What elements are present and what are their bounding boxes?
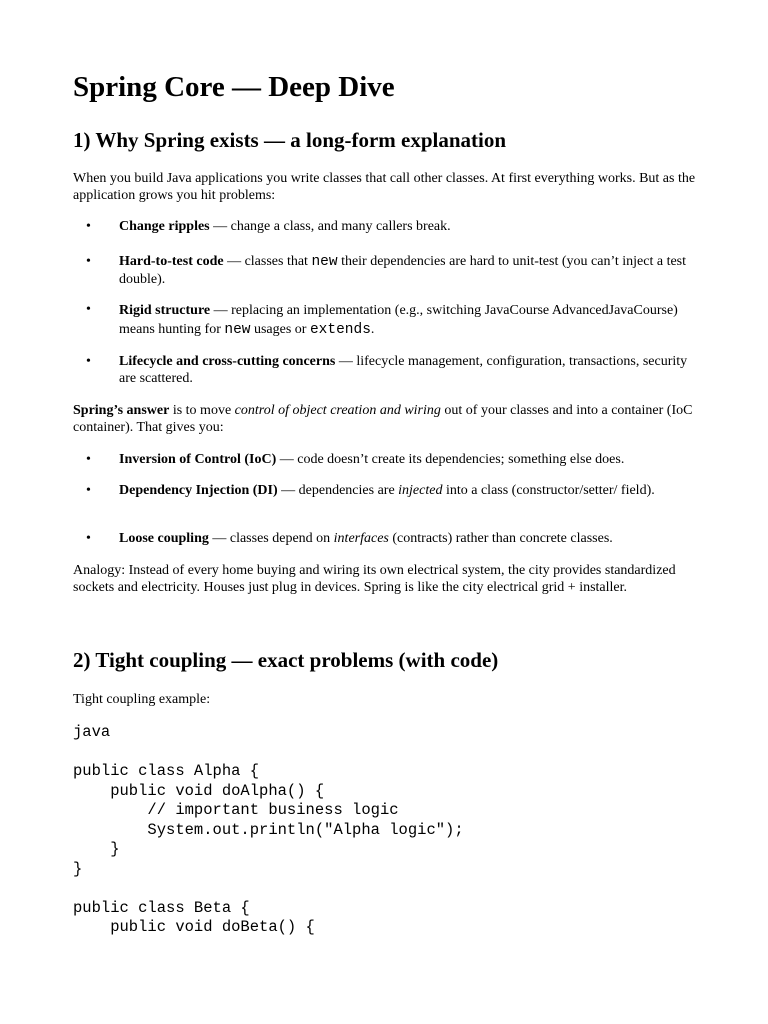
list-item: • Loose coupling — classes depend on interfaces (contracts) rather than concrete classes. <box>86 531 613 546</box>
bullet-icon: • <box>86 483 91 498</box>
list-item: • Lifecycle and cross-cutting concerns — lifecycle management, configuration, transactions, security are scattered. <box>86 354 688 386</box>
code-block: public class Alpha { public void doAlpha() { // important business logic System.out.println("Alpha logic"); } } public class Beta { public void doBeta() { <box>73 762 464 936</box>
list-item: • Rigid structure — replacing an implementation (e.g., switching JavaCourse AdvancedJavaCourse) means hunting for new usages or extends. <box>86 302 678 338</box>
benefit-text: code doesn’t create its dependencies; something else does. <box>297 452 625 467</box>
problem-term: Rigid structure <box>119 303 211 318</box>
bullet-icon: • <box>86 531 91 546</box>
bullet-icon: • <box>86 354 91 369</box>
section-1-heading: 1) Why Spring exists — a long-form explanation <box>73 128 507 152</box>
benefit-term: Loose coupling <box>119 531 209 546</box>
analogy-paragraph: Analogy: Instead of every home buying and wiring its own electrical system, the city provides standardized sockets and electricity. Houses just plug in devices. Spring is like the city electrical grid + installer. <box>73 563 676 595</box>
benefit-term: Dependency Injection (DI) <box>119 483 278 498</box>
inline-code: new <box>224 322 251 338</box>
inline-code: new <box>311 254 338 270</box>
bullet-icon: • <box>86 452 91 467</box>
bullet-icon: • <box>86 254 91 269</box>
problem-term: Change ripples <box>119 219 210 234</box>
section-1-intro: When you build Java applications you write classes that call other classes. At first everything works. But as the application grows you hit problems: <box>73 171 696 203</box>
inline-code: extends <box>309 322 371 338</box>
list-item: • Change ripples — change a class, and many callers break. <box>86 219 451 234</box>
code-language-label: java <box>73 723 111 741</box>
problem-term: Hard-to-test code <box>119 254 224 269</box>
section-2-intro: Tight coupling example: <box>73 692 211 707</box>
spring-answer-paragraph: Spring’s answer is to move control of object creation and wiring out of your classes and into a container (IoC container). That gives you: <box>73 403 693 435</box>
section-2-heading: 2) Tight coupling — exact problems (with code) <box>73 648 499 672</box>
problem-term: Lifecycle and cross-cutting concerns <box>119 354 336 369</box>
page-title: Spring Core — Deep Dive <box>73 71 395 103</box>
problem-text: lifecycle management, configuration, transactions, security are scattered. <box>119 354 688 386</box>
bullet-icon: • <box>86 219 91 234</box>
list-item: • Hard-to-test code — classes that new their dependencies are hard to unit-test (you can’t inject a test double). <box>86 254 687 287</box>
benefit-term: Inversion of Control (IoC) <box>119 452 277 467</box>
list-item: • Inversion of Control (IoC) — code doesn’t create its dependencies; something else does. <box>86 452 625 467</box>
bullet-icon: • <box>86 302 91 317</box>
list-item: • Dependency Injection (DI) — dependencies are injected into a class (constructor/setter/ field). <box>86 483 655 498</box>
problem-text: change a class, and many callers break. <box>230 219 451 234</box>
